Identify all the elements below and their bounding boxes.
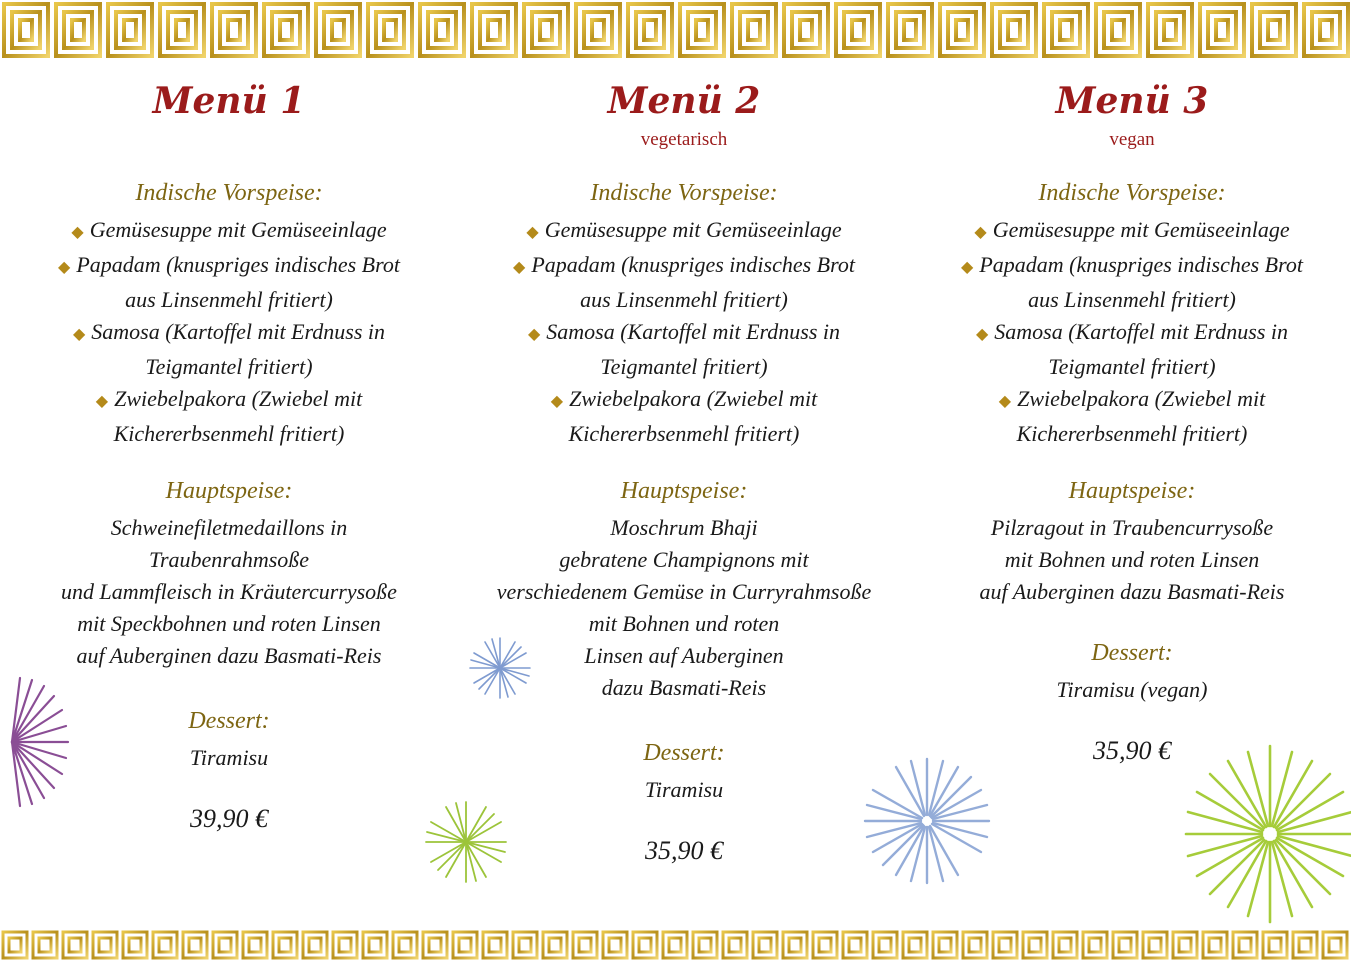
list-item: ◆ Gemüsesuppe mit Gemüseeinlage	[526, 217, 842, 242]
menu-column-1	[19, 78, 439, 836]
list-item: Teigmantel fritiert)	[145, 354, 313, 379]
diamond-bullet-icon: ◆	[513, 259, 526, 276]
main-line: Pilzragout in Traubencurrysoße	[990, 515, 1274, 540]
main-line: Moschrum Bhaji	[610, 515, 758, 540]
main-line: auf Auberginen dazu Basmati-Reis	[76, 643, 382, 668]
main-line: Traubenrahmsoße	[148, 547, 310, 572]
menu-title: Menü 2	[607, 80, 761, 122]
menu-price: 39,90 €	[190, 804, 268, 833]
list-item: ◆ Zwiebelpakora (Zwiebel mit	[95, 386, 363, 411]
diamond-bullet-icon: ◆	[550, 393, 564, 410]
main-line: verschiedenem Gemüse in Curryrahmsoße	[496, 579, 872, 604]
dessert-text: Tiramisu (vegan)	[1056, 677, 1208, 702]
main-line: gebratene Champignons mit	[559, 547, 809, 572]
diamond-bullet-icon: ◆	[527, 326, 541, 343]
list-item: aus Linsenmehl fritiert)	[125, 287, 333, 312]
main-heading: Hauptspeise:	[165, 478, 293, 504]
firework-green-icon	[1180, 742, 1351, 926]
list-item: ◆ Gemüsesuppe mit Gemüseeinlage	[974, 217, 1290, 242]
starter-list	[922, 214, 1342, 450]
diamond-bullet-icon: ◆	[998, 393, 1012, 410]
list-item: ◆ Zwiebelpakora (Zwiebel mit	[550, 386, 818, 411]
diamond-bullet-icon: ◆	[95, 393, 109, 410]
diamond-bullet-icon: ◆	[526, 224, 539, 241]
gold-fret-border-bottom	[0, 929, 1351, 961]
main-line: Linsen auf Auberginen	[584, 643, 784, 668]
starter-heading: Indische Vorspeise:	[135, 180, 323, 206]
menu-column-2	[474, 78, 894, 868]
gold-fret-border-top	[0, 0, 1351, 60]
menu-subtitle	[19, 124, 439, 152]
diamond-bullet-icon: ◆	[974, 224, 987, 241]
dessert-text: Tiramisu	[644, 777, 724, 802]
diamond-bullet-icon: ◆	[72, 326, 86, 343]
list-item: Kichererbsenmehl fritiert)	[113, 421, 345, 446]
main-line: mit Speckbohnen und roten Linsen	[77, 611, 381, 636]
main-heading: Hauptspeise:	[620, 478, 748, 504]
main-line: mit Bohnen und roten	[588, 611, 780, 636]
menu-title: Menü 3	[1055, 80, 1209, 122]
list-item: ◆ Papadam (knuspriges indisches Brot	[513, 252, 855, 277]
list-item: ◆ Zwiebelpakora (Zwiebel mit	[998, 386, 1266, 411]
diamond-bullet-icon: ◆	[71, 224, 84, 241]
list-item: ◆ Gemüsesuppe mit Gemüseeinlage	[71, 217, 387, 242]
menu-column-3	[922, 78, 1342, 768]
list-item: Teigmantel fritiert)	[600, 354, 768, 379]
list-item: ◆ Samosa (Kartoffel mit Erdnuss in	[72, 319, 386, 344]
main-heading: Hauptspeise:	[1068, 478, 1196, 504]
menu-price: 35,90 €	[645, 836, 723, 865]
main-line: mit Bohnen und roten Linsen	[1004, 547, 1260, 572]
dessert-heading: Dessert:	[188, 708, 270, 734]
starter-list	[19, 214, 439, 450]
diamond-bullet-icon: ◆	[961, 259, 974, 276]
list-item: ◆ Samosa (Kartoffel mit Erdnuss in	[975, 319, 1289, 344]
menu-subtitle: vegan	[1109, 129, 1155, 150]
dessert-heading: Dessert:	[643, 740, 725, 766]
main-line: auf Auberginen dazu Basmati-Reis	[979, 579, 1285, 604]
menu-subtitle: vegetarisch	[640, 129, 728, 150]
menu-title: Menü 1	[152, 80, 306, 122]
list-item: aus Linsenmehl fritiert)	[580, 287, 788, 312]
list-item: ◆ Samosa (Kartoffel mit Erdnuss in	[527, 319, 841, 344]
list-item: Kichererbsenmehl fritiert)	[568, 421, 800, 446]
diamond-bullet-icon: ◆	[975, 326, 989, 343]
list-item: ◆ Papadam (knuspriges indisches Brot	[58, 252, 400, 277]
diamond-bullet-icon: ◆	[58, 259, 71, 276]
main-line: Schweinefiletmedaillons in	[110, 515, 348, 540]
dessert-heading: Dessert:	[1091, 640, 1173, 666]
dessert-text: Tiramisu	[189, 745, 269, 770]
main-line: und Lammfleisch in Kräutercurrysoße	[61, 579, 397, 604]
starter-heading: Indische Vorspeise:	[1038, 180, 1226, 206]
list-item: Teigmantel fritiert)	[1048, 354, 1216, 379]
list-item: Kichererbsenmehl fritiert)	[1016, 421, 1248, 446]
starter-heading: Indische Vorspeise:	[590, 180, 778, 206]
main-line: dazu Basmati-Reis	[601, 675, 767, 700]
list-item: aus Linsenmehl fritiert)	[1028, 287, 1236, 312]
starter-list	[474, 214, 894, 450]
menu-price: 35,90 €	[1093, 736, 1171, 765]
list-item: ◆ Papadam (knuspriges indisches Brot	[961, 252, 1303, 277]
